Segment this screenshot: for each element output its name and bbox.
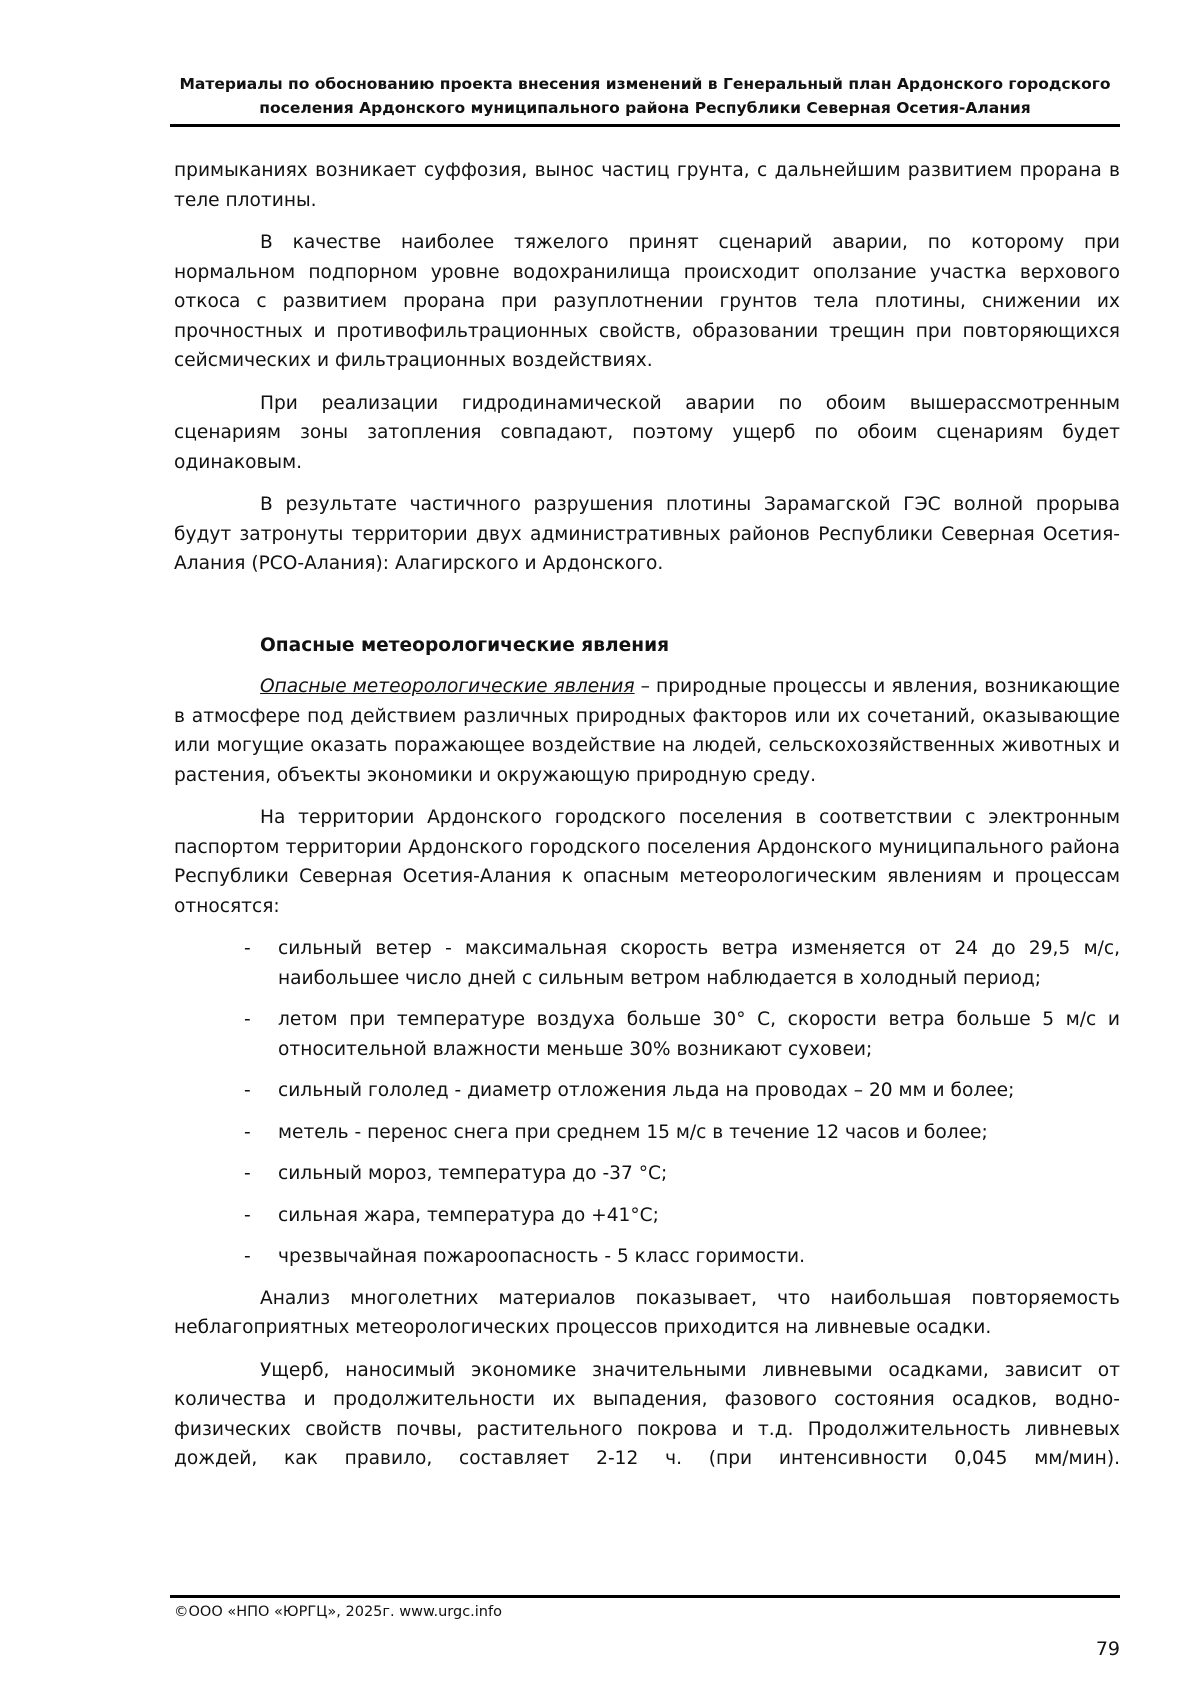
page-header xyxy=(170,72,1120,120)
list-item xyxy=(174,1118,1120,1148)
header-line-1: Материалы по обоснованию проекта внесения изменений в Генеральный план Ардонского городского xyxy=(179,75,1111,93)
paragraph-analysis: Анализ многолетних материалов показывает, что наибольшая повторяемость неблагоприятных метеорологических процессов приходится на ливневые осадки. xyxy=(174,1287,1120,1338)
list-item xyxy=(174,1005,1120,1064)
paragraph-damage: Ущерб, наносимый экономике значительными ливневыми осадками, зависит от количества и продолжительности их выпадения, фазового состояния осадков, водно-физических свойств почвы, растительного покрова и т.д. Продолжительность ливневых дождей, как правило, составляет 2-12 ч. (при интенсивности 0,045 мм/мин). xyxy=(174,1359,1120,1469)
list-marker: - xyxy=(244,1204,251,1226)
list-marker: - xyxy=(244,1080,251,1101)
list-item xyxy=(174,1076,1120,1106)
footer-divider xyxy=(170,1595,1120,1598)
paragraph-intro: На территории Ардонского городского поселения в соответствии с электронным паспортом территории Ардонского городского поселения Ардонского муниципального района Республики Северная Осетия-Алания к опасным метеорологическим явлениям и процессам относятся: xyxy=(174,807,1120,917)
list-marker: - xyxy=(244,938,251,959)
list-item xyxy=(174,1159,1120,1189)
header-divider xyxy=(170,124,1120,127)
footer-copyright: ©ООО «НПО «ЮРГЦ», 2025г. www.urgc.info xyxy=(174,1604,502,1620)
document-body xyxy=(174,156,1120,1487)
list-item-text: летом при температуре воздуха больше 30° С, скорости ветра больше 5 м/с и относительной влажности меньше 30% возникают суховеи; xyxy=(278,1009,1120,1060)
paragraph-flood-zones: При реализации гидродинамической аварии по обоим вышерассмотренным сценариям зоны затопления совпадают, поэтому ущерб по обоим сценариям будет одинаковым. xyxy=(174,392,1120,473)
list-item-text: сильный гололед - диаметр отложения льда на проводах – 20 мм и более; xyxy=(278,1080,1015,1101)
list-item xyxy=(174,934,1120,993)
list-marker: - xyxy=(244,1121,251,1143)
definition-text: – природные процессы и явления, возникающие в атмосфере под действием различных природных факторов или их сочетаний, оказывающие или могущие оказать поражающее воздействие на людей, сельскохозяйственных животных и растения, объекты экономики и окружающую природную среду. xyxy=(174,676,1120,786)
section-title: Опасные метеорологические явления xyxy=(260,634,670,656)
paragraph-definition xyxy=(174,672,1120,790)
hazard-list xyxy=(174,934,1120,1272)
list-item-text: метель - перенос снега при среднем 15 м/с в течение 12 часов и более; xyxy=(278,1121,988,1143)
list-item xyxy=(174,1201,1120,1231)
list-item-text: сильная жара, температура до +41°С; xyxy=(278,1204,659,1226)
list-item-text: сильный мороз, температура до -37 °С; xyxy=(278,1163,668,1184)
paragraph-suffosion: примыканиях возникает суффозия, вынос частиц грунта, с дальнейшим развитием прорана в теле плотины. xyxy=(174,160,1120,211)
list-item xyxy=(174,1242,1120,1272)
list-item-text: чрезвычайная пожароопасность - 5 класс горимости. xyxy=(278,1246,806,1267)
list-item-text: сильный ветер - максимальная скорость ветра изменяется от 24 до 29,5 м/с, наибольшее число дней с сильным ветром наблюдается в холодный период; xyxy=(278,938,1120,989)
page-number: 79 xyxy=(1095,1638,1120,1660)
paragraph-affected-districts: В результате частичного разрушения плотины Зарамагской ГЭС волной прорыва будут затронуты территории двух административных районов Республики Северная Осетия-Алания (РСО-Алания): Алагирского и Ардонского. xyxy=(174,494,1120,574)
definition-term: Опасные метеорологические явления xyxy=(260,676,635,697)
list-marker: - xyxy=(244,1246,251,1267)
paragraph-scenario: В качестве наиболее тяжелого принят сценарий аварии, по которому при нормальном подпорном уровне водохранилища происходит оползание участка верхового откоса с развитием прорана при разуплотнении грунтов тела плотины, снижении их прочностных и противофильтрационных свойств, образовании трещин при повторяющихся сейсмических и фильтрационных воздействиях. xyxy=(174,232,1120,371)
list-marker: - xyxy=(244,1009,251,1030)
list-marker: - xyxy=(244,1163,251,1184)
header-line-2: поселения Ардонского муниципального района Республики Северная Осетия-Алания xyxy=(259,99,1031,117)
